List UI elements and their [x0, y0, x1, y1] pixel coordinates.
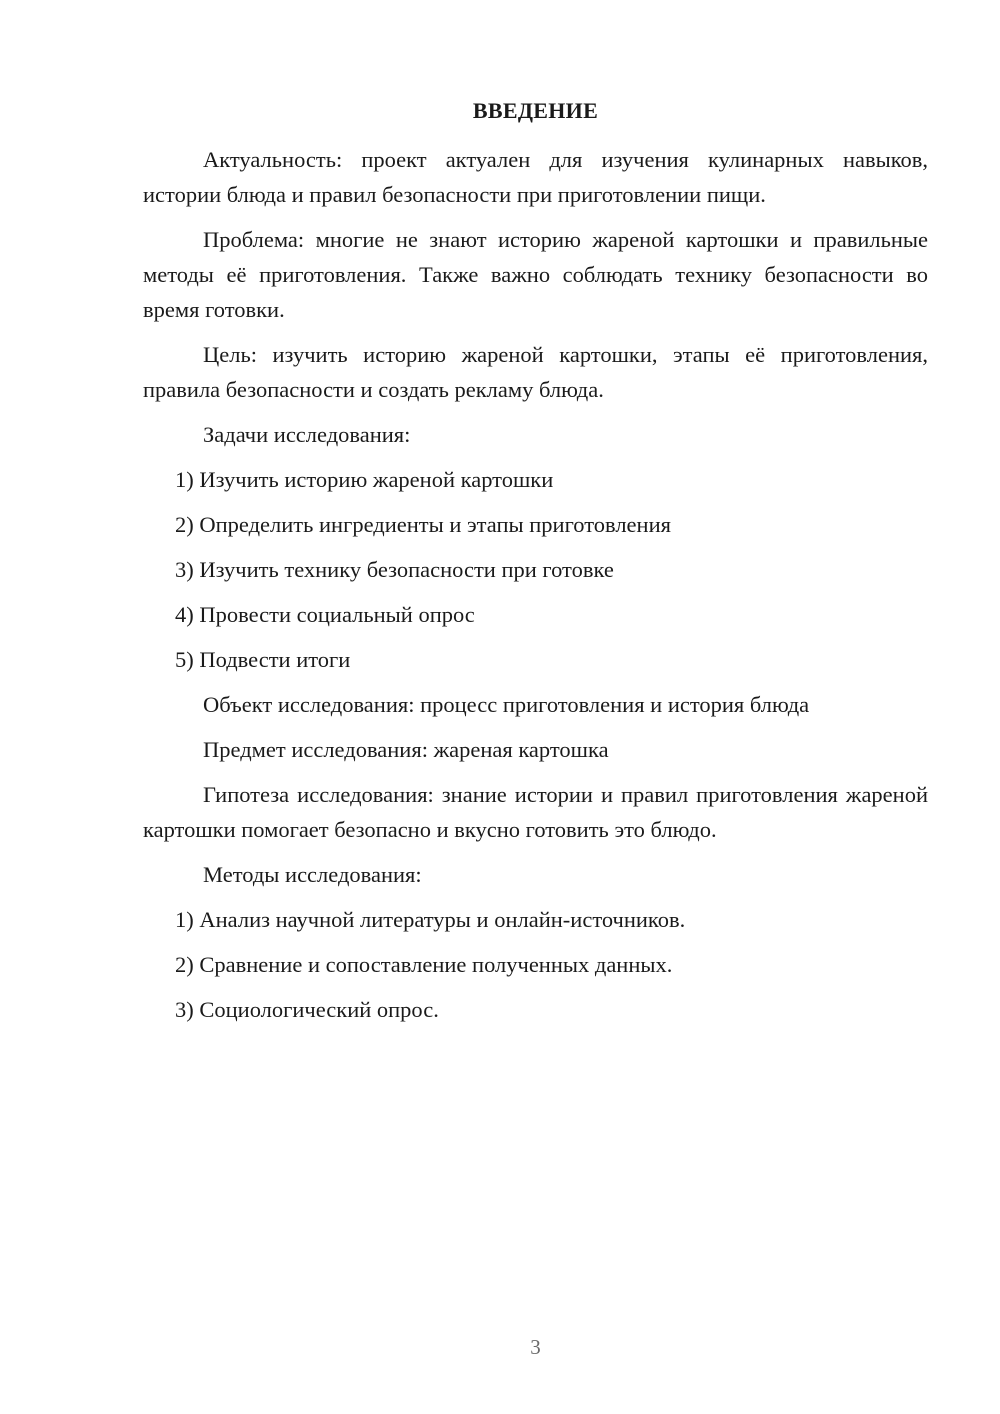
page-number: 3 [530, 1335, 541, 1359]
relevance-paragraph: Актуальность: проект актуален для изучения кулинарных навыков, истории блюда и правил безопасности при приготовлении пищи. [143, 147, 928, 207]
task-item: 5) Подвести итоги [175, 647, 351, 672]
subject-paragraph: Предмет исследования: жареная картошка [203, 737, 609, 762]
goal-paragraph: Цель: изучить историю жареной картошки, этапы её приготовления, правила безопасности и создать рекламу блюда. [143, 342, 928, 402]
page-title: ВВЕДЕНИЕ [472, 98, 599, 123]
problem-paragraph: Проблема: многие не знают историю жареной картошки и правильные методы её приготовления. Также важно соблюдать технику безопасности во время готовки. [143, 227, 928, 322]
object-paragraph: Объект исследования: процесс приготовления и история блюда [203, 692, 810, 717]
method-item: 1) Анализ научной литературы и онлайн-источников. [175, 907, 686, 932]
task-item: 2) Определить ингредиенты и этапы приготовления [175, 512, 671, 537]
hypothesis-paragraph: Гипотеза исследования: знание истории и правил приготовления жареной картошки помогает безопасно и вкусно готовить это блюдо. [143, 782, 928, 842]
document-body [143, 142, 928, 1037]
method-item: 3) Социологический опрос. [175, 997, 439, 1022]
task-item: 4) Провести социальный опрос [175, 602, 475, 627]
task-item: 1) Изучить историю жареной картошки [175, 467, 554, 492]
methods-heading: Методы исследования: [203, 862, 422, 887]
task-item: 3) Изучить технику безопасности при готовке [175, 557, 614, 582]
method-item: 2) Сравнение и сопоставление полученных данных. [175, 952, 673, 977]
tasks-heading: Задачи исследования: [203, 422, 411, 447]
document-page [143, 0, 928, 1414]
